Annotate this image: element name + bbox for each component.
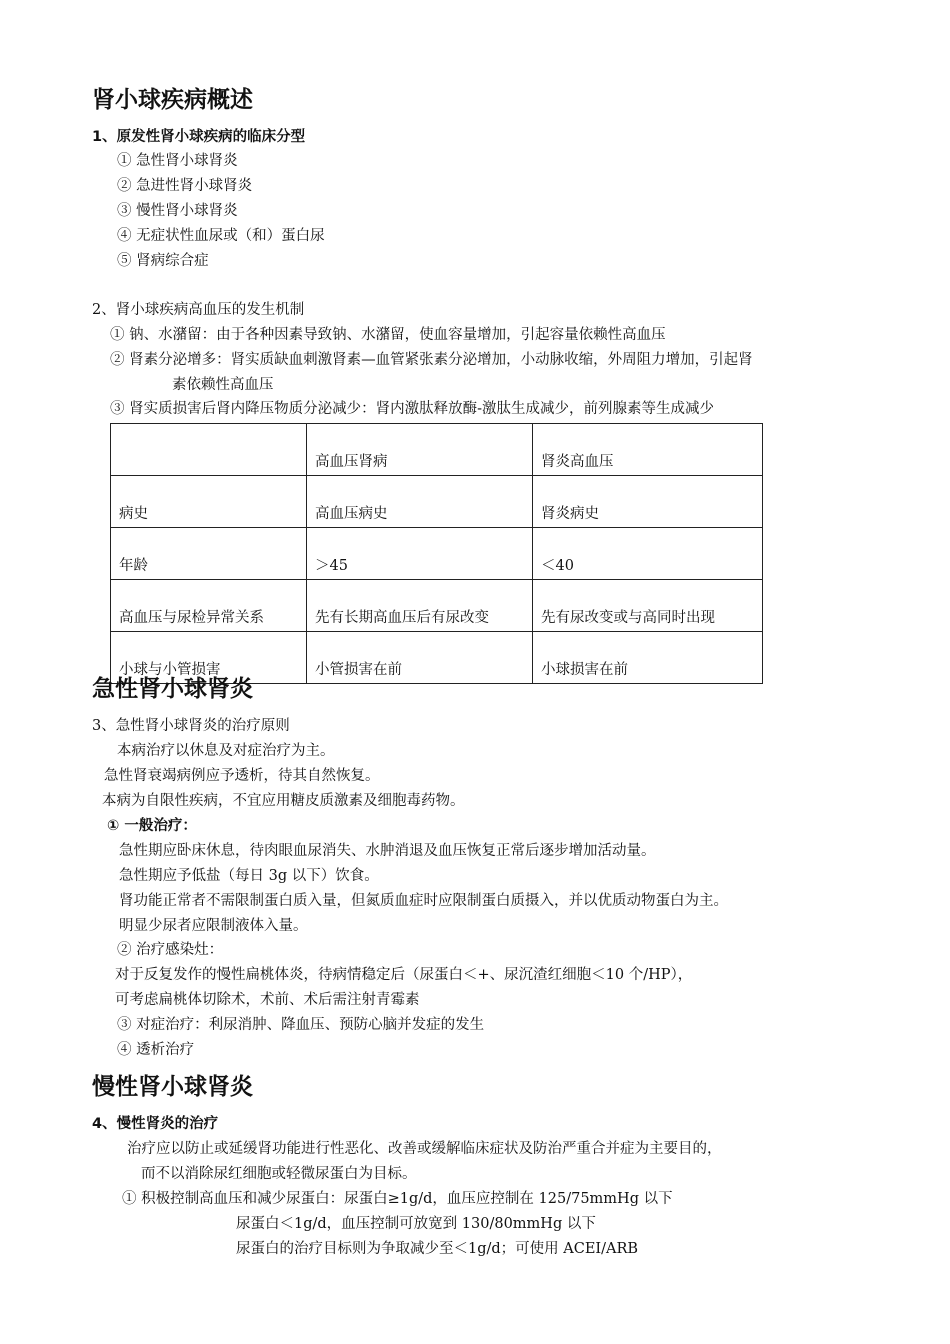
table-cell: ＞45 <box>307 528 533 580</box>
table-header-row <box>111 424 763 476</box>
q2-item-3: ③ 肾实质损害后肾内降压物质分泌减少：肾内激肽释放酶-激肽生成减少，前列腺素等生成减少 <box>110 401 715 417</box>
infection-treatment-line-2: 可考虑扁桃体切除术，术前、术后需注射青霉素 <box>115 992 420 1008</box>
infection-treatment-line-1: 对于反复发作的慢性扁桃体炎，待病情稳定后（尿蛋白＜+、尿沉渣红细胞＜10 个/HP）， <box>115 967 693 983</box>
general-treatment-item-4: 明显少尿者应限制液体入量。 <box>119 918 308 934</box>
table-cell: 小球损害在前 <box>533 632 763 684</box>
table-header-cell: 肾炎高血压 <box>533 424 763 476</box>
table-cell: 病史 <box>111 476 307 528</box>
section-heading-overview: 肾小球疾病概述 <box>92 87 253 113</box>
table-row <box>111 580 763 632</box>
q2-item-2-line-2: 素依赖性高血压 <box>172 377 274 393</box>
table-row <box>111 528 763 580</box>
table-cell: 先有尿改变或与高同时出现 <box>533 580 763 632</box>
bp-control-line-1: ① 积极控制高血压和减少尿蛋白：尿蛋白≥1g/d，血压应控制在 125/75mmHg 以下 <box>122 1191 673 1207</box>
q2-item-1: ① 钠、水潴留：由于各种因素导致钠、水潴留，使血容量增加，引起容量依赖性高血压 <box>110 327 666 343</box>
table-cell: 高血压病史 <box>307 476 533 528</box>
table-header-cell: 高血压肾病 <box>307 424 533 476</box>
section-heading-chronic: 慢性肾小球肾炎 <box>92 1074 253 1100</box>
bp-control-line-2: 尿蛋白＜1g/d，血压控制可放宽到 130/80mmHg 以下 <box>236 1216 596 1232</box>
table-cell: ＜40 <box>533 528 763 580</box>
q2-title: 2、肾小球疾病高血压的发生机制 <box>92 302 305 318</box>
section-heading-acute: 急性肾小球肾炎 <box>92 676 253 702</box>
acute-paragraph-3: 本病为自限性疾病，不宜应用糖皮质激素及细胞毒药物。 <box>102 793 465 809</box>
q1-item-4: ④ 无症状性血尿或（和）蛋白尿 <box>117 228 325 244</box>
table-cell: 小球与小管损害 <box>111 632 307 684</box>
symptomatic-treatment: ③ 对症治疗：利尿消肿、降血压、预防心脑并发症的发生 <box>117 1017 485 1033</box>
q3-title: 3、急性肾小球肾炎的治疗原则 <box>92 718 290 734</box>
comparison-table <box>110 423 763 684</box>
acute-paragraph-1: 本病治疗以休息及对症治疗为主。 <box>117 743 335 759</box>
table-cell: 肾炎病史 <box>533 476 763 528</box>
general-treatment-item-3: 肾功能正常者不需限制蛋白质入量，但氮质血症时应限制蛋白质摄入，并以优质动物蛋白为主。 <box>119 893 728 909</box>
acute-paragraph-2: 急性肾衰竭病例应予透析，待其自然恢复。 <box>104 768 380 784</box>
general-treatment-title: ① 一般治疗： <box>107 818 197 834</box>
table-cell: 年龄 <box>111 528 307 580</box>
table-cell: 先有长期高血压后有尿改变 <box>307 580 533 632</box>
infection-treatment-title: ② 治疗感染灶： <box>117 942 224 958</box>
q4-title: 4、慢性肾炎的治疗 <box>92 1116 219 1132</box>
dialysis-treatment: ④ 透析治疗 <box>117 1042 195 1058</box>
bp-control-line-3: 尿蛋白的治疗目标则为争取减少至＜1g/d；可使用 ACEI/ARB <box>236 1241 639 1257</box>
chronic-intro-line-1: 治疗应以防止或延缓肾功能进行性恶化、改善或缓解临床症状及防治严重合并症为主要目的， <box>127 1141 722 1157</box>
table-header-cell <box>111 424 307 476</box>
table-cell: 高血压与尿检异常关系 <box>111 580 307 632</box>
q1-item-2: ② 急进性肾小球肾炎 <box>117 178 253 194</box>
q1-item-1: ① 急性肾小球肾炎 <box>117 153 238 169</box>
q2-item-2-line-1: ② 肾素分泌增多：肾实质缺血刺激肾素—血管紧张素分泌增加，小动脉收缩，外周阻力增加，引起肾 <box>110 352 753 368</box>
general-treatment-item-2: 急性期应予低盐（每日 3g 以下）饮食。 <box>119 868 379 884</box>
general-treatment-item-1: 急性期应卧床休息，待肉眼血尿消失、水肿消退及血压恢复正常后逐步增加活动量。 <box>119 843 656 859</box>
table-row <box>111 476 763 528</box>
q1-item-5: ⑤ 肾病综合症 <box>117 253 209 269</box>
q1-title: 1、原发性肾小球疾病的临床分型 <box>92 129 306 145</box>
q1-item-3: ③ 慢性肾小球肾炎 <box>117 203 238 219</box>
table-cell: 小管损害在前 <box>307 632 533 684</box>
chronic-intro-line-2: 而不以消除尿红细胞或轻微尿蛋白为目标。 <box>141 1166 417 1182</box>
